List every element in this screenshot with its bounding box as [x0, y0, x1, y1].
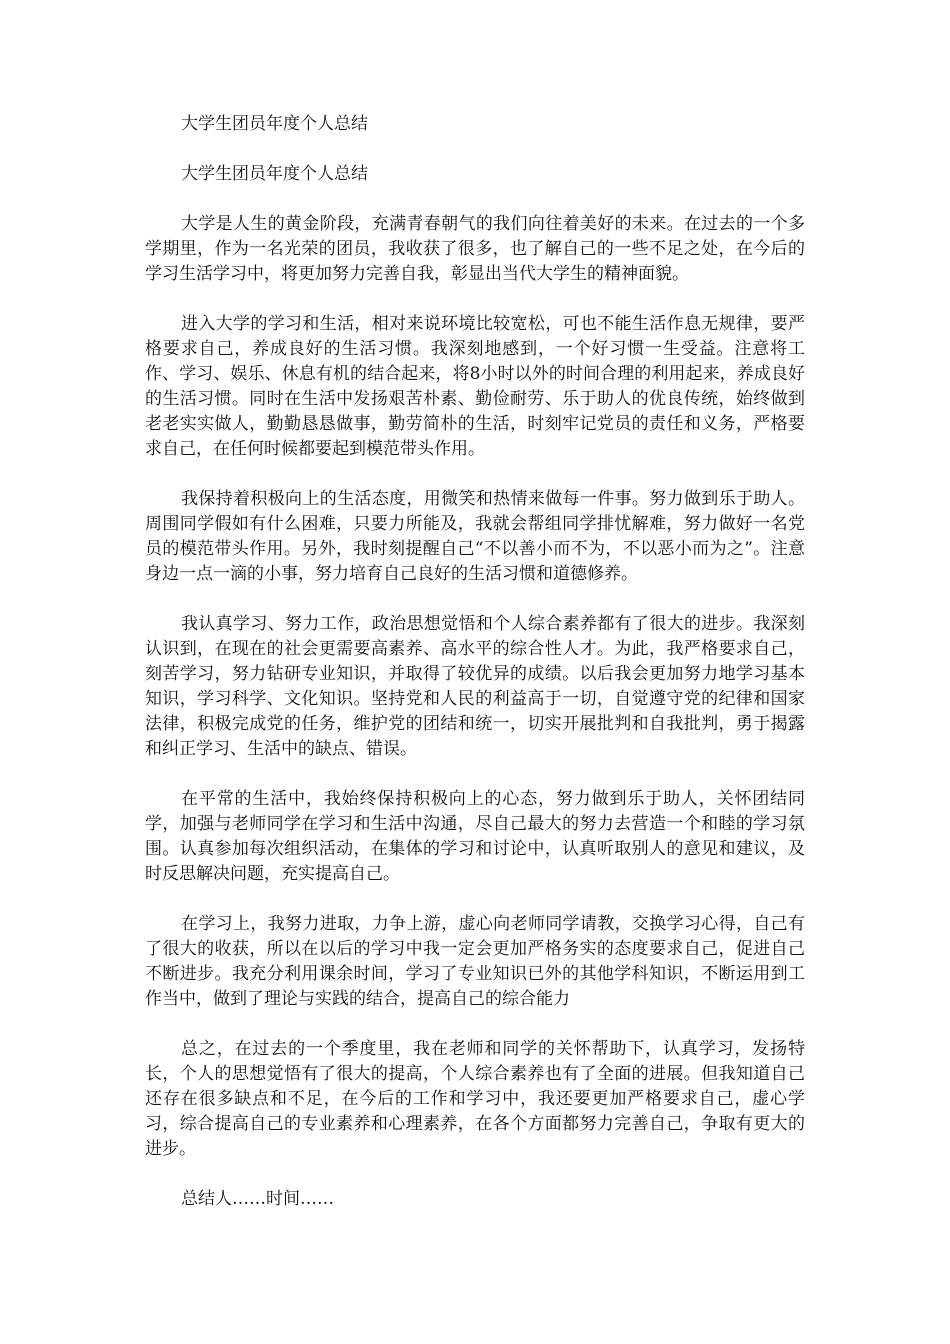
document-title: 大学生团员年度个人总结 [181, 114, 368, 134]
paragraph-study-work: 我认真学习、努力工作，政治思想觉悟和个人综合素养都有了很大的进步。我深刻认识到，在现在的社会更需要高素养、高水平的综合性人才。为此，我严格要求自己，刻苦学习，努力钻研专业知识，并取得了较优异的成绩。以后我会更加努力地学习基本知识，学习科学、文化知识。坚持党和人民的利益高于一切，自觉遵守党的纪律和国家法律，积极完成党的任务，维护党的团结和统一，切实开展批判和自我批判，勇于揭露和纠正学习、生活中的缺点、错误。 [145, 614, 805, 759]
paragraph-attitude: 我保持着积极向上的生活态度，用微笑和热情来做每一件事。努力做到乐于助人。周围同学假如有什么困难，只要力所能及，我就会帮组同学排忧解难，努力做好一名党员的模范带头作用。另外，我时刻提醒自己“不以善小而不为，不以恶小而为之”。注意身边一点一滴的小事，努力培育自己良好的生活习惯和道德修养。 [145, 489, 805, 584]
document-page [145, 112, 805, 1212]
paragraph-habits: 进入大学的学习和生活，相对来说环境比较宽松，可也不能生活作息无规律，要严格要求自己，养成良好的生活习惯。我深刻地感到，一个好习惯一生受益。注意将工作、学习、娱乐、休息有机的结合起来，将8小时以外的时间合理的利用起来，养成良好的生活习惯。同时在生活中发扬艰苦朴素、勤俭耐劳、乐于助人的优良传统，始终做到老老实实做人，勤勤恳恳做事，勤劳简朴的生活，时刻牢记党员的责任和义务，严格要求自己，在任何时候都要起到模范带头作用。 [145, 314, 805, 459]
document-subtitle: 大学生团员年度个人总结 [181, 164, 368, 184]
paragraph-conclusion: 总之，在过去的一个季度里，我在老师和同学的关怀帮助下，认真学习，发扬特长，个人的思想觉悟有了很大的提高，个人综合素养也有了全面的进展。但我知道自己还存在很多缺点和不足，在今后的工作和学习中，我还要更加严格要求自己，虚心学习，综合提高自己的专业素养和心理素养，在各个方面都努力完善自己，争取有更大的进步。 [145, 1039, 805, 1159]
paragraph-intro: 大学是人生的黄金阶段，充满青春朝气的我们向往着美好的未来。在过去的一个多学期里，作为一名光荣的团员，我收获了很多，也了解自己的一些不足之处，在今后的学习生活学习中，将更加努力完善自我，彰显出当代大学生的精神面貌。 [145, 214, 805, 284]
paragraph-learning: 在学习上，我努力进取，力争上游，虚心向老师同学请教，交换学习心得，自己有了很大的收获，所以在以后的学习中我一定会更加严格务实的态度要求自己，促进自己不断进步。我充分利用课余时间，学习了专业知识已外的其他学科知识，不断运用到工作当中，做到了理论与实践的结合，提高自己的综合能力 [145, 914, 805, 1009]
signature-line: 总结人……时间…… [181, 1189, 334, 1209]
paragraph-daily-life: 在平常的生活中，我始终保持积极向上的心态，努力做到乐于助人，关怀团结同学，加强与老师同学在学习和生活中沟通，尽自己最大的努力去营造一个和睦的学习氛围。认真参加每次组织活动，在集体的学习和讨论中，认真听取别人的意见和建议，及时反思解决问题，充实提高自己。 [145, 789, 805, 884]
